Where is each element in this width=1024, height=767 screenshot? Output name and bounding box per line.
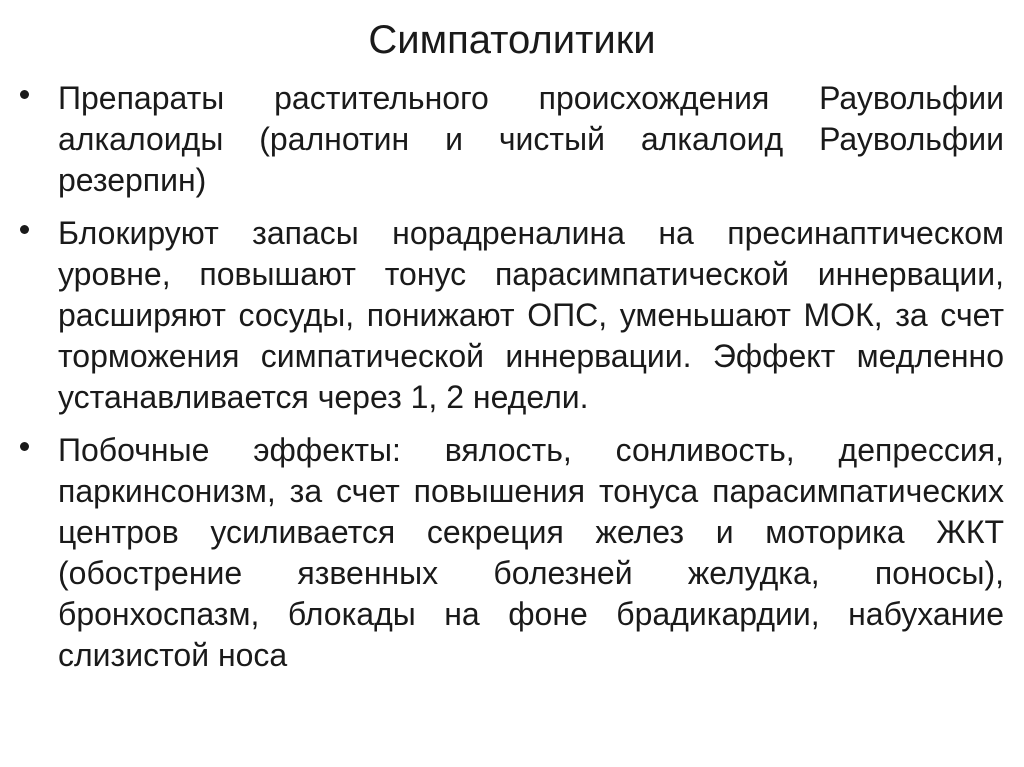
bullet-dot-icon bbox=[20, 225, 29, 234]
slide-title: Симпатолитики bbox=[368, 18, 656, 62]
bullet-list bbox=[20, 78, 1004, 688]
bullet-dot-icon bbox=[20, 442, 29, 451]
bullet-item bbox=[20, 213, 1004, 418]
bullet-dot-icon bbox=[20, 90, 29, 99]
bullet-item bbox=[20, 78, 1004, 201]
bullet-item bbox=[20, 430, 1004, 676]
bullet-text: Препараты растительного происхождения Раувольфии алкалоиды (ралнотин и чистый алкалоид Раувольфии резерпин) bbox=[58, 80, 1004, 198]
bullet-text: Блокируют запасы норадреналина на пресинаптическом уровне, повышают тонус парасимпатической иннервации, расширяют сосуды, понижают ОПС, уменьшают МОК, за счет торможения симпатической иннервации. Эффект медленно устанавливается через 1, 2 недели. bbox=[58, 215, 1004, 415]
bullet-text: Побочные эффекты: вялость, сонливость, депрессия, паркинсонизм, за счет повышения тонуса парасимпатических центров усиливается секреция желез и моторика ЖКТ (обострение язвенных болезней желудка, поносы), бронхоспазм, блокады на фоне брадикардии, набухание слизистой носа bbox=[58, 432, 1004, 673]
